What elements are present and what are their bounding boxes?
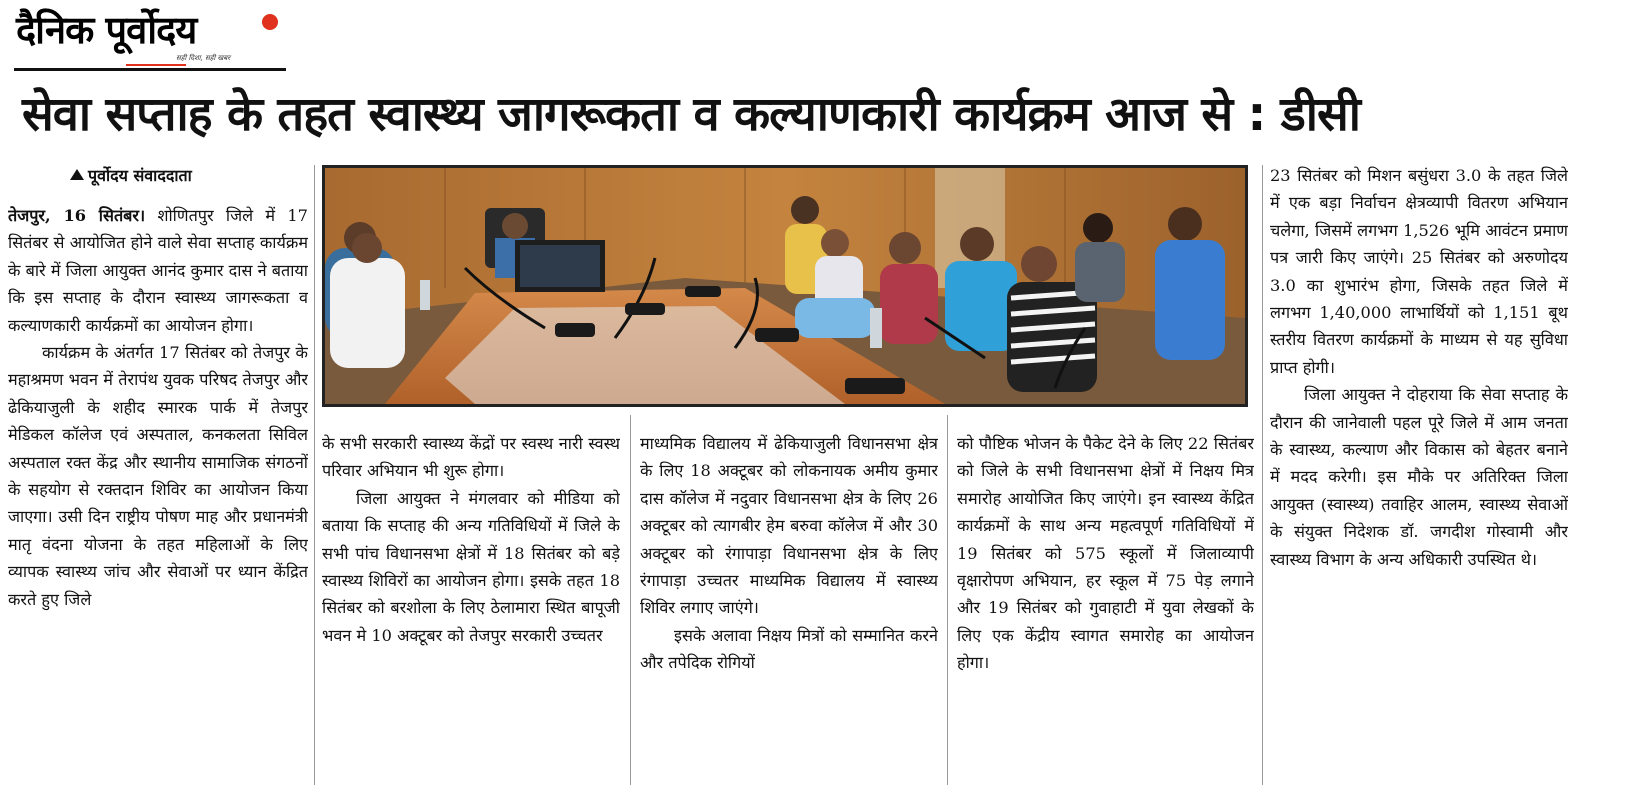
article-column-3 <box>640 430 938 780</box>
masthead <box>14 6 284 70</box>
column-rule <box>314 165 315 785</box>
paragraph-3: के सभी सरकारी स्वास्थ्य केंद्रों पर स्वस्थ नारी स्वस्थ परिवार अभियान भी शुरू होगा। <box>322 434 620 481</box>
article-column-2 <box>322 430 620 780</box>
masthead-red-rule <box>126 64 186 66</box>
paragraph-5: माध्यमिक विद्यालय में ढेकियाजुली विधानसभा क्षेत्र के लिए 18 अक्टूबर को लोकनायक अमीय कुमार दास कॉलेज में नदुवार विधानसभा क्षेत्र के लिए 26 अक्टूबर को त्यागबीर हेम बरुवा कॉलेज में और 30 अक्टूबर को रंगापाड़ा विधानसभा क्षेत्र के लिए रंगापाड़ा उच्चतर माध्यमिक विद्यालय में स्वास्थ्य शिविर लगाए जाएंगे। <box>640 434 938 618</box>
paragraph-6: इसके अलावा निक्षय मित्रों को सम्मानित करने और तपेदिक रोगियों <box>640 625 938 673</box>
paragraph-9: जिला आयुक्त ने दोहराया कि सेवा सप्ताह के दौरान की जानेवाली पहल पूरे जिले में आम जनता के स्वास्थ्य, कल्याण और विकास को बेहतर बनाने में मदद करेगी। इस मौके पर अतिरिक्त जिला आयुक्त (स्वास्थ्य) तवाहिर आलम, स्वास्थ्य सेवाओं के संयुक्त निदेशक डॉ. जगदीश गोस्वामी और स्वास्थ्य विभाग के अन्य अधिकारी उपस्थित थे। <box>1270 385 1568 569</box>
paragraph-4: जिला आयुक्त ने मंगलवार को मीडिया को बताया कि सप्ताह की अन्य गतिविधियों में जिले के सभी पांच विधानसभा क्षेत्रों में 18 सितंबर को बड़े स्वास्थ्य शिविरों का आयोजन होगा। इसके तहत 18 सितंबर को बरशोला के लिए ठेलामारा स्थित बापूजी भवन मे 10 अक्टूबर को तेजपुर सरकारी उच्चतर <box>322 488 620 645</box>
paragraph-7: को पौष्टिक भोजन के पैकेट देने के लिए 22 सितंबर को जिले के सभी विधानसभा क्षेत्रों में निक्षय मित्र समारोह आयोजित किए जाएंगे। इन स्वास्थ्य केंद्रित कार्यक्रमों के साथ अन्य महत्वपूर्ण गतिविधियों में 19 सितंबर को 575 स्कूलों में जिलाव्यापी वृक्षारोपण अभियान, हर स्कूल में 75 पेड़ लगाने और 19 सितंबर को गुवाहाटी में युवा लेखकों के लिए एक केंद्रीय स्वागत समारोह का आयोजन होगा। <box>957 434 1254 673</box>
article-headline: सेवा सप्ताह के तहत स्वास्थ्य जागरूकता व कल्याणकारी कार्यक्रम आज से : डीसी <box>22 87 1360 142</box>
meeting-photo-illustration <box>325 168 1245 404</box>
newspaper-logo: दैनिक पूर्वोदय <box>16 7 197 52</box>
article-column-5 <box>1270 162 1568 782</box>
byline-text: पूर्वोदय संवाददाता <box>88 166 192 185</box>
column-rule <box>1262 165 1263 785</box>
dateline: तेजपुर, 16 सितंबर। <box>8 206 146 225</box>
column-rule <box>947 415 948 785</box>
column-rule <box>630 415 631 785</box>
logo-sun-icon <box>262 14 278 30</box>
paragraph-2: कार्यक्रम के अंतर्गत 17 सितंबर को तेजपुर के महाश्रमण भवन में तेरापंथ युवक परिषद तेजपुर और ढेकियाजुली के शहीद स्मारक पार्क में तेजपुर मेडिकल कॉलेज एवं अस्पताल, कनकलता सिविल अस्पताल रक्त केंद्र और स्थानीय सामाजिक संगठनों के सहयोग से रक्तदान शिविर का आयोजन किया जाएगा। उसी दिन राष्ट्रीय पोषण माह और प्रधानमंत्री मातृ वंदना योजना के तहत महिलाओं के लिए व्यापक स्वास्थ्य जांच और सेवाओं पर ध्यान केंद्रित करते हुए जिले <box>8 343 308 609</box>
article-column-4 <box>957 430 1254 780</box>
paragraph-8: 23 सितंबर को मिशन बसुंधरा 3.0 के तहत जिले में एक बड़ा निर्वाचन क्षेत्रव्यापी वितरण अभियान चलेगा, जिसमें लगभग 1,526 भूमि आवंटन प्रमाण पत्र जारी किए जाएंगे। 25 सितंबर को अरुणोदय 3.0 का शुभारंभ होगा, जिसके तहत जिले में लगभग 1,40,000 लाभार्थियों को 1,151 बूथ स्तरीय वितरण कार्यक्रमों के माध्यम से यह सुविधा प्राप्त होगी। <box>1270 166 1568 377</box>
paragraph-1: शोणितपुर जिले में 17 सितंबर से आयोजित होने वाले सेवा सप्ताह कार्यक्रम के बारे में जिला आयुक्त आनंद कुमार दास ने बताया कि इस सप्ताह के दौरान स्वास्थ्य जागरूकता व कल्याणकारी कार्यक्रमों का आयोजन होगा। <box>8 206 308 335</box>
meeting-photo <box>322 165 1248 407</box>
article-column-1 <box>8 180 308 780</box>
masthead-tagline: सही दिशा, सही खबर <box>176 54 231 62</box>
byline-triangle-icon <box>70 169 84 180</box>
masthead-rule <box>14 68 286 71</box>
